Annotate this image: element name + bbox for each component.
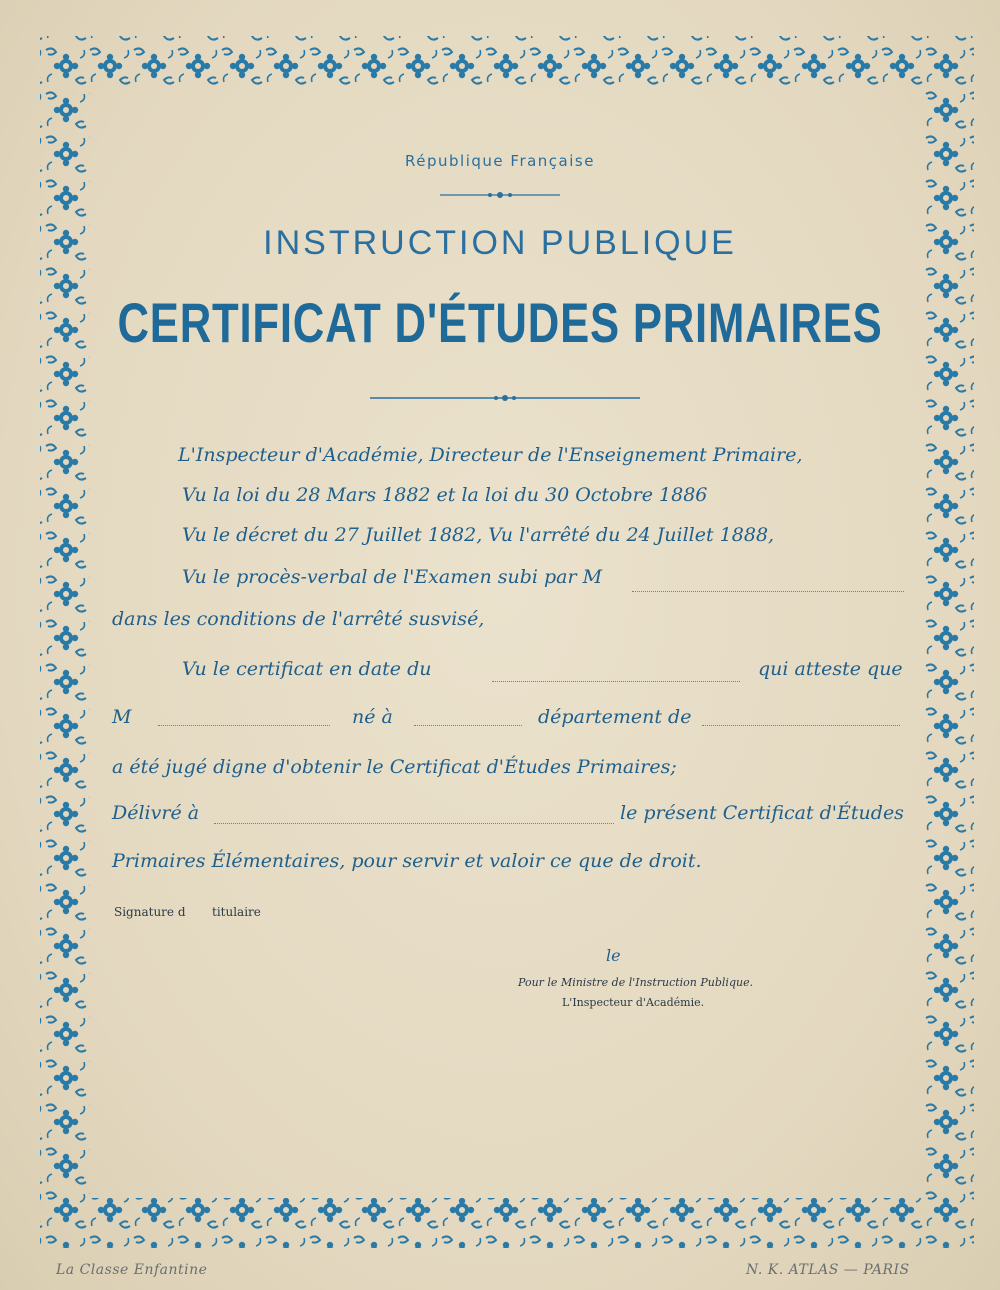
signature-le: le bbox=[606, 946, 621, 965]
body-line-6a: Vu le certificat en date du bbox=[182, 658, 432, 680]
body-line-1: L'Inspecteur d'Académie, Directeur de l'Enseignement Primaire, bbox=[178, 444, 803, 466]
signature-label-a: Signature d bbox=[114, 905, 186, 919]
footer-left: La Classe Enfantine bbox=[56, 1262, 208, 1278]
body-line-9b: le présent Certificat d'Études bbox=[620, 802, 904, 824]
title-divider-ornament bbox=[370, 392, 640, 404]
signature-label-b: titulaire bbox=[212, 905, 261, 919]
certificat-title: CERTIFICAT D'ÉTUDES PRIMAIRES bbox=[117, 291, 883, 354]
body-line-5: dans les conditions de l'arrêté susvisé, bbox=[112, 608, 485, 630]
header-divider-ornament bbox=[440, 188, 560, 202]
body-line-7c: département de bbox=[538, 706, 692, 728]
body-line-10: Primaires Élémentaires, pour servir et valoir ce que de droit. bbox=[112, 850, 702, 872]
inspecteur-academie: L'Inspecteur d'Académie. bbox=[562, 996, 705, 1009]
body-line-3: Vu le décret du 27 Juillet 1882, Vu l'arrêté du 24 Juillet 1888, bbox=[182, 524, 775, 546]
department-blank bbox=[702, 724, 900, 726]
republique-heading: République Française bbox=[405, 152, 595, 170]
footer-right: N. K. ATLAS — PARIS bbox=[746, 1262, 910, 1278]
body-line-8: a été jugé digne d'obtenir le Certificat d'Études Primaires; bbox=[112, 756, 677, 778]
birthplace-blank bbox=[414, 724, 522, 726]
candidate-name-blank bbox=[632, 590, 904, 592]
body-line-7a: M bbox=[112, 706, 132, 728]
body-line-9a: Délivré à bbox=[112, 802, 200, 824]
body-line-6b: qui atteste que bbox=[758, 658, 903, 680]
body-line-2: Vu la loi du 28 Mars 1882 et la loi du 30 Octobre 1886 bbox=[182, 484, 708, 506]
body-line-7b: né à bbox=[352, 706, 393, 728]
certificate-date-blank bbox=[492, 680, 740, 682]
instruction-publique-title: INSTRUCTION PUBLIQUE bbox=[263, 224, 737, 262]
body-line-4: Vu le procès-verbal de l'Examen subi par M bbox=[182, 566, 603, 588]
delivery-place-blank bbox=[214, 822, 614, 824]
name-blank bbox=[158, 724, 330, 726]
pour-le-ministre: Pour le Ministre de l'Instruction Publique. bbox=[518, 976, 754, 989]
